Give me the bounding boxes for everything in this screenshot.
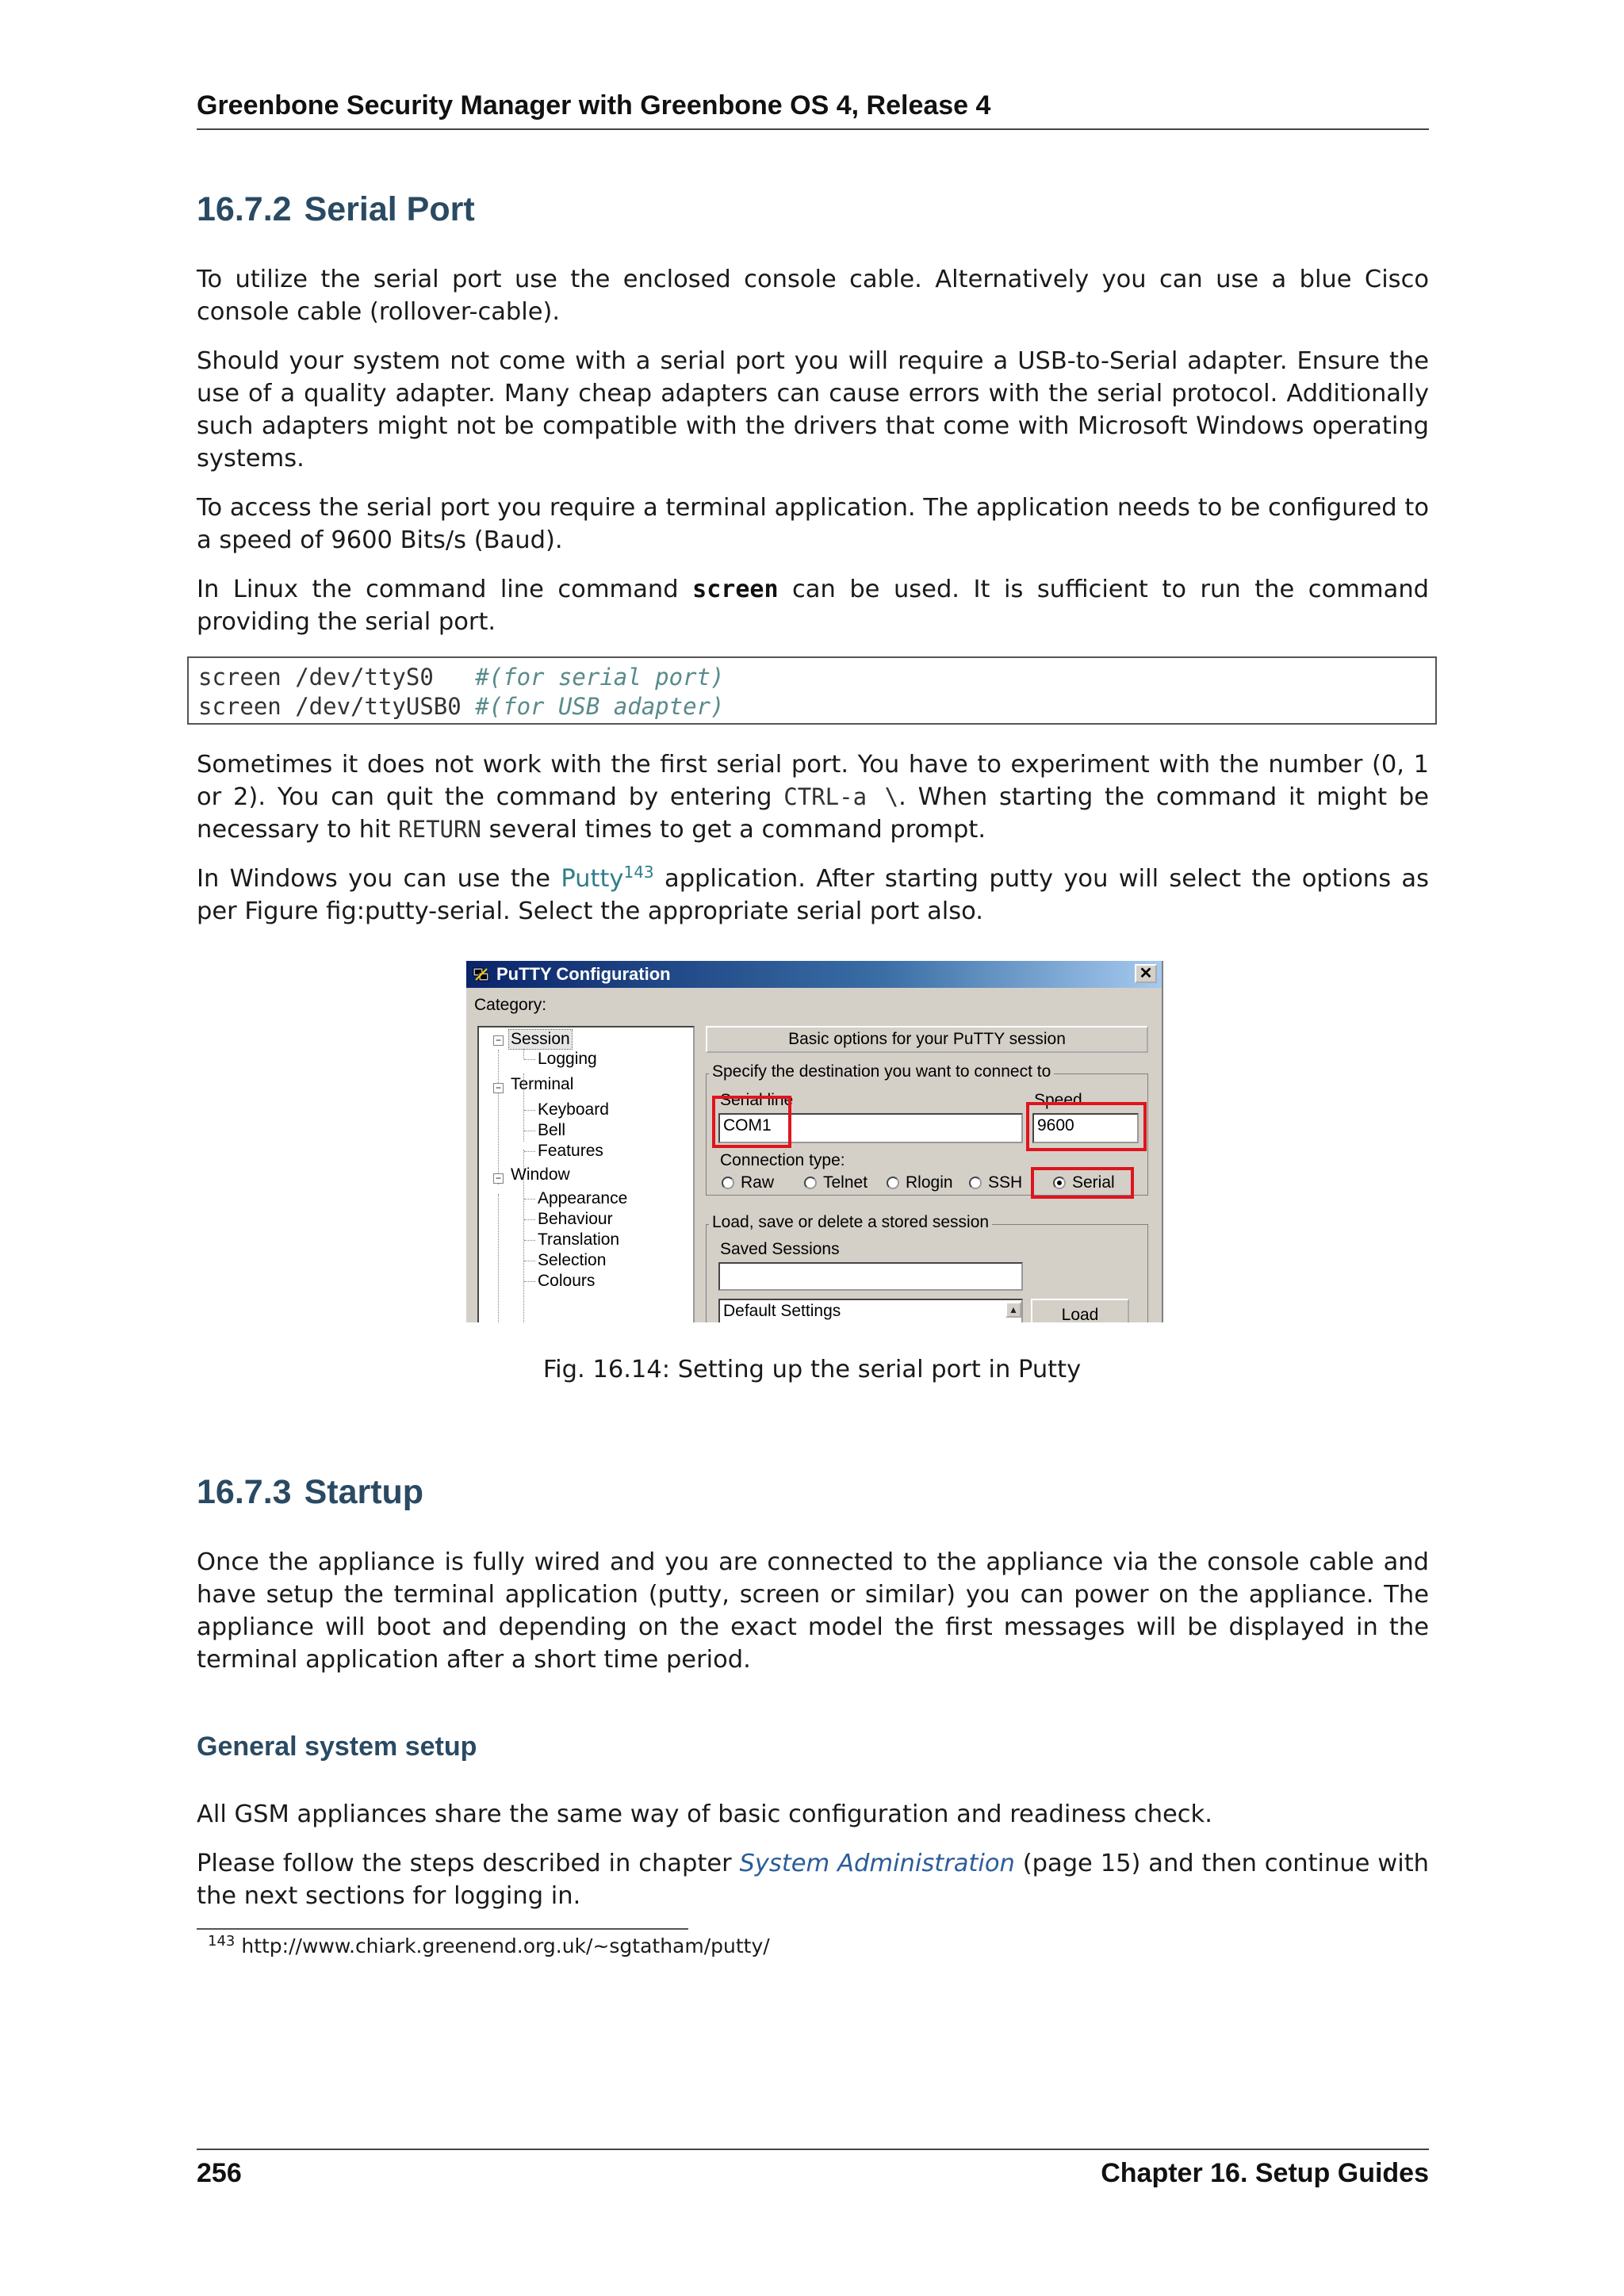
- paragraph-text: (page 15) and then continue with the next sections for logging in.: [197, 1850, 1430, 1910]
- tree-item-colours[interactable]: Colours: [538, 1272, 596, 1290]
- tree-item-keyboard[interactable]: Keyboard: [538, 1100, 609, 1119]
- saved-sessions-label: Saved Sessions: [720, 1240, 840, 1258]
- paragraph-text: can be used. It is sufficient to run the command providing the serial port.: [197, 576, 1430, 636]
- tree-connector: [498, 1194, 499, 1322]
- tree-item-window[interactable]: Window: [511, 1165, 570, 1184]
- paragraph-serial-3: To access the serial port you require a terminal application. The application needs to be configured to a speed of 9600 Bits/s (Baud).: [197, 494, 1429, 554]
- paragraph-serial-5: [197, 748, 1429, 846]
- inline-command: screen: [692, 576, 779, 603]
- highlight-serial-line: [712, 1096, 791, 1148]
- radio-telnet[interactable]: [804, 1177, 817, 1189]
- serial-line-label: Serial line: [720, 1091, 794, 1109]
- paragraph-text: In Linux the command line command: [197, 576, 693, 603]
- putty-app-icon: [473, 966, 490, 983]
- code-line: [198, 663, 1426, 692]
- sessions-list-item[interactable]: Default Settings: [723, 1302, 841, 1320]
- tree-item-session[interactable]: Session: [511, 1030, 570, 1048]
- sessions-list[interactable]: [718, 1299, 1023, 1322]
- tree-item-bell[interactable]: Bell: [538, 1121, 566, 1139]
- code-comment: #(for USB adapter): [475, 693, 725, 720]
- tree-connector: [524, 1219, 535, 1220]
- footnote-url[interactable]: http://www.chiark.greenend.org.uk/~sgtatham/putty/: [241, 1934, 770, 1957]
- radio-raw-label: Raw: [741, 1173, 775, 1192]
- paragraph-text: Please follow the steps described in chapter: [197, 1850, 740, 1877]
- tree-connector: [524, 1240, 535, 1241]
- code-comment: #(for serial port): [475, 664, 725, 691]
- tree-item-terminal[interactable]: Terminal: [511, 1075, 574, 1093]
- scroll-up-icon[interactable]: ▲: [1005, 1302, 1021, 1318]
- putty-titlebar: [466, 961, 1162, 988]
- radio-ssh-label: SSH: [988, 1173, 1023, 1192]
- header-rule: [197, 128, 1429, 130]
- code-line: [198, 692, 1426, 721]
- radio-telnet-label: Telnet: [823, 1173, 868, 1192]
- inline-key: RETURN: [398, 816, 481, 843]
- close-button[interactable]: ✕: [1135, 964, 1157, 983]
- footer-rule: [197, 2149, 1429, 2150]
- collapse-icon[interactable]: −: [493, 1083, 504, 1093]
- tree-connector: [524, 1151, 535, 1152]
- tree-item-behaviour[interactable]: Behaviour: [538, 1210, 613, 1228]
- code-command: screen /dev/ttyS0: [198, 664, 476, 691]
- section-number: 16.7.2: [197, 190, 292, 228]
- paragraph-general-2: [197, 1847, 1429, 1912]
- serial-line-input[interactable]: COM1: [718, 1113, 1023, 1143]
- basic-options-header: Basic options for your PuTTY session: [706, 1026, 1148, 1053]
- highlight-serial-radio: [1031, 1167, 1134, 1199]
- destination-group-title: Specify the destination you want to connect to: [709, 1062, 1054, 1081]
- putty-link[interactable]: Putty: [561, 865, 624, 893]
- footnote: [208, 1934, 770, 1957]
- speed-label: Speed: [1034, 1091, 1082, 1109]
- tree-item-logging[interactable]: Logging: [538, 1050, 597, 1068]
- paragraph-startup-1: Once the appliance is fully wired and you are connected to the appliance via the console cable and have setup the terminal application (putty, screen or similar) you can power on the appliance. The appliance will boot and depending on the exact model the first messages will be displayed in the terminal application after a short time period.: [197, 1548, 1429, 1674]
- section-title: Serial Port: [304, 190, 475, 228]
- radio-ssh[interactable]: [969, 1177, 982, 1189]
- category-tree: [477, 1026, 695, 1322]
- paragraph-text: Sometimes it does not work with the first serial port. You have to experiment with the number (0, 1 or 2). You can quit the command by entering: [197, 751, 1429, 811]
- paragraph-serial-4: [197, 573, 1429, 638]
- load-session-group-title: Load, save or delete a stored session: [709, 1213, 992, 1232]
- collapse-icon[interactable]: −: [493, 1173, 504, 1184]
- highlight-speed: [1026, 1102, 1147, 1151]
- radio-rlogin[interactable]: [887, 1177, 899, 1189]
- tree-connector: [524, 1110, 535, 1111]
- radio-serial-label: Serial: [1072, 1173, 1115, 1192]
- tree-item-appearance[interactable]: Appearance: [538, 1189, 628, 1207]
- tree-connector: [524, 1059, 535, 1060]
- putty-window-title: PuTTY Configuration: [496, 964, 671, 984]
- radio-rlogin-label: Rlogin: [906, 1173, 953, 1192]
- paragraph-text: several times to get a command prompt.: [481, 816, 986, 844]
- section-heading-serial-port: [197, 190, 475, 229]
- tree-connector: [524, 1281, 535, 1282]
- load-button[interactable]: Load: [1031, 1299, 1129, 1322]
- tree-connector: [523, 1048, 524, 1059]
- paragraph-text: In Windows you can use the: [197, 865, 561, 893]
- paragraph-text: . When starting the command it might be necessary to hit: [197, 783, 1429, 844]
- tree-connector: [524, 1199, 535, 1200]
- footnote-ref[interactable]: 143: [623, 862, 654, 882]
- tree-connector: [498, 1050, 499, 1184]
- category-label: Category:: [474, 996, 547, 1014]
- subsection-heading-general-setup: General system setup: [197, 1732, 477, 1762]
- running-header: Greenbone Security Manager with Greenbone OS 4, Release 4: [197, 90, 991, 121]
- section-title: Startup: [304, 1473, 424, 1511]
- figure-caption: Fig. 16.14: Setting up the serial port in Putty: [542, 1356, 1082, 1383]
- collapse-icon[interactable]: −: [493, 1035, 504, 1046]
- tree-item-translation[interactable]: Translation: [538, 1230, 620, 1249]
- saved-sessions-input[interactable]: [718, 1262, 1023, 1291]
- section-heading-startup: [197, 1473, 423, 1512]
- paragraph-general-1: All GSM appliances share the same way of basic configuration and readiness check.: [197, 1800, 1212, 1828]
- code-command: screen /dev/ttyUSB0: [198, 693, 476, 720]
- putty-configuration-window: [465, 961, 1163, 1322]
- tree-item-features[interactable]: Features: [538, 1142, 603, 1160]
- section-number: 16.7.3: [197, 1473, 292, 1511]
- footnote-mark: 143: [208, 1932, 236, 1950]
- paragraph-serial-6: [197, 863, 1429, 928]
- speed-input[interactable]: 9600: [1032, 1113, 1139, 1143]
- page-number: 256: [197, 2158, 242, 2188]
- paragraph-serial-1: To utilize the serial port use the enclosed console cable. Alternatively you can use a blue Cisco console cable (rollover-cable).: [197, 266, 1429, 326]
- footnote-rule: [197, 1928, 688, 1930]
- system-administration-link[interactable]: System Administration: [739, 1850, 1015, 1877]
- connection-type-label: Connection type:: [720, 1151, 845, 1169]
- code-block: [187, 656, 1437, 725]
- paragraph-text: application. After starting putty you will select the options as per Figure fig:putty-serial. Select the appropriate serial port also.: [197, 865, 1429, 925]
- radio-raw[interactable]: [722, 1177, 734, 1189]
- inline-key: CTRL-a \: [783, 783, 899, 810]
- chapter-title: Chapter 16. Setup Guides: [1101, 2158, 1429, 2188]
- paragraph-serial-2: Should your system not come with a serial port you will require a USB-to-Serial adapter. Ensure the use of a quality adapter. Many cheap adapters can cause errors with the serial protocol. Additionally such adapters might not be compatible with the drivers that come with Microsoft Windows operating systems.: [197, 347, 1429, 473]
- tree-item-selection[interactable]: Selection: [538, 1251, 607, 1269]
